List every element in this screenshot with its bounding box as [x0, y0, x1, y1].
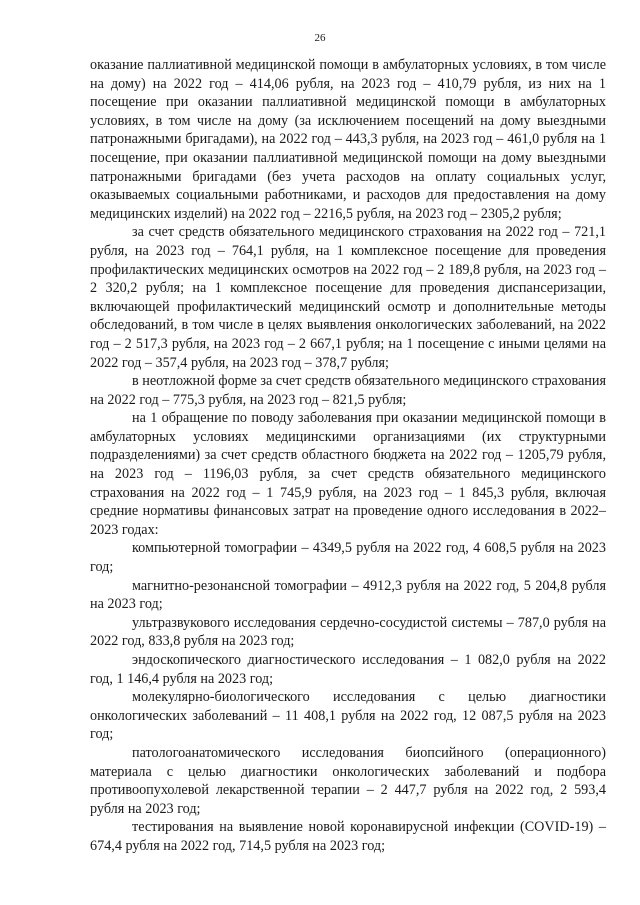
paragraph-mri: магнитно-резонансной томографии – 4912,3 рубля на 2022 год, 5 204,8 рубля на 2023 год;	[90, 577, 606, 613]
paragraph-endoscopy: эндоскопического диагностического исследования – 1 082,0 рубля на 2022 год, 1 146,4 рубля на 2023 год;	[90, 652, 606, 687]
paragraph-oms-preventive: за счет средств обязательного медицинского страхования на 2022 год – 721,1 рубля, на 2023 год – 764,1 рубля, на 1 комплексное посещение для проведения профилактических медицинских осмотров на 2022 год – 2 189,8 рубля, на 2023 год – 2 320,2 рубля; на 1 комплексное посещение для проведения диспансеризации, включающей профилактический медицинский осмотр и дополнительные методы обследований, в том числе в целях выявления онкологических заболеваний, на 2022 год – 2 517,3 рубля, на 2023 год – 2 667,1 рубля; на 1 посещение с иными целями на 2022 год – 357,4 рубля, на 2023 год – 378,7 рубля;	[90, 224, 606, 371]
paragraph-disease-visit: на 1 обращение по поводу заболевания при оказании медицинской помощи в амбулаторных условиях медицинскими организациями (их структурными подразделениями) за счет средств областного бюджета на 2022 год – 1205,79 рубля, на 2023 год – 1196,03 рубля, за счет средств обязательного медицинского страхования на 2022 год – 1 745,9 рубля, на 2023 год – 1 845,3 рубля, включая средние нормативы финансовых затрат на проведение одного исследования в 2022–2023 годах:	[90, 410, 606, 538]
paragraph-pathology: патологоанатомического исследования биопсийного (операционного) материала с целью диагностики онкологических заболеваний и подбора противоопухолевой лекарственной терапии – 2 447,7 рубля на 2022 год, 2 593,4 рубля на 2023 год;	[90, 744, 606, 817]
paragraph-covid-testing: тестирования на выявление новой коронавирусной инфекции (COVID-19) – 674,4 рубля на 2022 год, 714,5 рубля на 2023 год;	[90, 819, 606, 854]
paragraph-urgent-care: в неотложной форме за счет средств обязательного медицинского страхования на 2022 год – 775,3 рубля, на 2023 год – 821,5 рубля;	[90, 373, 606, 408]
paragraph-ct: компьютерной томографии – 4349,5 рубля на 2022 год, 4 608,5 рубля на 2023 год;	[90, 540, 606, 576]
paragraph-ultrasound: ультразвукового исследования сердечно-сосудистой системы – 787,0 рубля на 2022 год, 833,8 рубля на 2023 год;	[90, 614, 606, 650]
paragraph-continuation: оказание паллиативной медицинской помощи в амбулаторных условиях, в том числе на дому) на 2022 год – 414,06 рубля, на 2023 год – 410,79 рубля, из них на 1 посещение при оказании паллиативной медицинской помощи в амбулаторных условиях, в том числе на дому (за исключением посещений на дому выездными патронажными бригадами), на 2022 год – 443,3 рубля, на 2023 год – 461,0 рубля на 1 посещение, при оказании паллиативной медицинской помощи на дому выездными патронажными бригадами (без учета расходов на оплату социальных услуг, оказываемых социальными работниками, и расходов для предоставления на дому медицинских изделий) на 2022 год – 2216,5 рубля, на 2023 год – 2305,2 рубля;	[90, 57, 606, 222]
paragraph-molecular: молекулярно-биологического исследования с целью диагностики онкологических заболеваний – 11 408,1 рубля на 2022 год, 12 087,5 рубля на 2023 год;	[90, 689, 606, 743]
page-number: 26	[314, 32, 326, 44]
document-body	[90, 56, 606, 856]
